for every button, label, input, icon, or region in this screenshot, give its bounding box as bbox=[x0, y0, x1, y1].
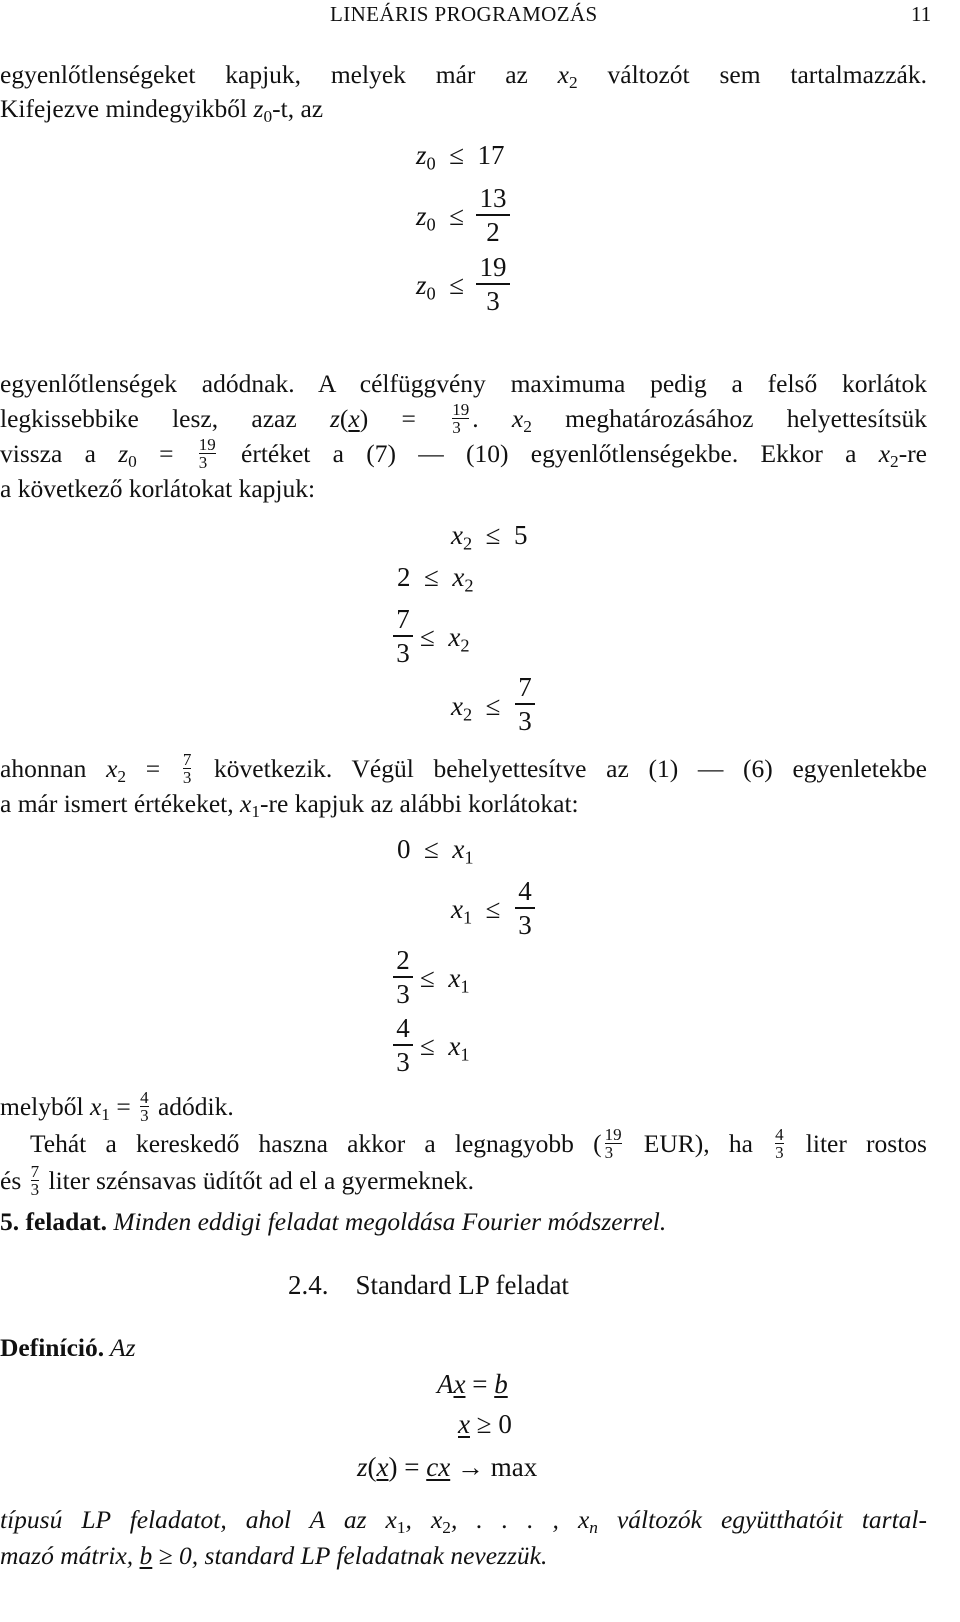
equation: z(x) = cx → max bbox=[357, 1452, 538, 1482]
inequality: $2 \le x_2$ bbox=[397, 562, 474, 596]
inequality: $z_0$ ≤ bbox=[416, 201, 465, 235]
fraction: 7 3 bbox=[515, 671, 535, 737]
fraction: 7 3 bbox=[393, 603, 413, 669]
inequality: $0 \le x_1$ bbox=[397, 834, 474, 868]
inequality: $x_1$ ≤ bbox=[451, 894, 501, 928]
inequality: $x_2$ ≤ bbox=[451, 691, 501, 725]
fraction: 13 2 bbox=[476, 182, 510, 248]
inequality: ≤ $x_2$ bbox=[420, 622, 470, 656]
section-heading: 2.4. Standard LP feladat bbox=[288, 1270, 569, 1300]
fraction: 4 3 bbox=[393, 1012, 413, 1078]
fraction: 19 3 bbox=[476, 251, 510, 317]
paragraph-line: a következő korlátokat kapjuk: bbox=[0, 474, 316, 503]
paragraph-line: egyenlőtlenségek adódnak. A célfüggvény maximuma pedig a felső korlátok bbox=[0, 369, 927, 398]
paragraph-line: ahonnan $x_2 = \frac{7}{3}$ következik. Végül behelyettesítve az (1) — (6) egyenletekbe bbox=[0, 749, 927, 787]
paragraph-line: egyenlőtlenségeket kapjuk, melyek már az $x_2$ változót sem tartalmazzák. bbox=[0, 60, 927, 93]
paragraph-line: a már ismert értékeket, $x_1-re$ kapjuk az alábbi korlátokat: bbox=[0, 789, 579, 822]
paragraph-line: Kifejezve mindegyikből $z_0-t$, az bbox=[0, 94, 324, 127]
equation: Ax = b bbox=[437, 1369, 508, 1399]
page-number: 11 bbox=[911, 2, 932, 26]
equation: x ≥ 0 bbox=[458, 1409, 512, 1439]
fraction: 2 3 bbox=[393, 944, 413, 1010]
inequality: $x_2 \le 5$ bbox=[451, 520, 528, 554]
running-header: LINEÁRIS PROGRAMOZÁS bbox=[330, 2, 598, 26]
definition: Definíció. Az bbox=[0, 1333, 136, 1362]
paragraph-line: legkissebbike lesz, azaz $z(x) = \frac{19}{3}$ . $x_2$ meghatározásához helyettesítsük bbox=[0, 399, 927, 437]
paragraph-line: típusú LP feladatot, ahol A az $x_1$, $x_2$, . . . , $x_n$ változók együtthatóit tartal- bbox=[0, 1505, 927, 1538]
paragraph-line: melyből $x_1 = \frac{4}{3}$ adódik. bbox=[0, 1087, 234, 1125]
paragraph-line: mazó mátrix, b ≥ 0, standard LP feladatnak nevezzük. bbox=[0, 1541, 548, 1570]
inequality: $z_0$ ≤ bbox=[416, 270, 465, 304]
exercise: 5. feladat. Minden eddigi feladat megoldása Fourier módszerrel. bbox=[0, 1207, 667, 1236]
inequality: ≤ $x_1$ bbox=[420, 963, 470, 997]
fraction: 4 3 bbox=[515, 875, 535, 941]
paragraph-line: vissza a $z_0 = \frac{19}{3}$ értéket a (7) — (10) egyenlőtlenségekbe. Ekkor a $x_2-re$ bbox=[0, 434, 928, 472]
inequality: $z_0 \le 17$ bbox=[416, 140, 505, 174]
paragraph-line: és $\frac{7}{3}$ liter szénsavas üdítőt ad el a gyermeknek. bbox=[0, 1161, 475, 1199]
inequality: ≤ $x_1$ bbox=[420, 1031, 470, 1065]
paragraph-line: Tehát a kereskedő haszna akkor a legnagyobb ( $\frac{19}{3} EUR$), ha $\frac{4}{3}$ liter rostos bbox=[30, 1124, 927, 1162]
